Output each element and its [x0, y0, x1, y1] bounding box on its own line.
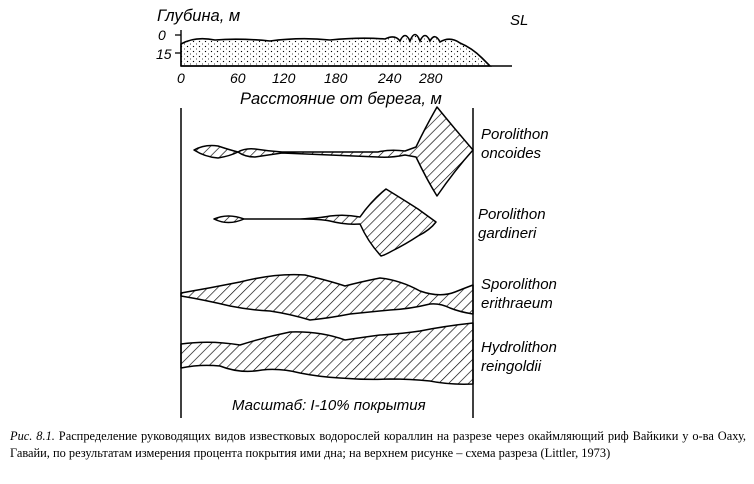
reef-cross-section [181, 35, 490, 67]
distance-tick-60: 60 [230, 70, 246, 86]
distribution-porolithon-gardineri [214, 189, 436, 256]
species-label-gardineri-line2: gardineri [478, 225, 537, 242]
distance-tick-240: 240 [378, 70, 402, 86]
species-label-oncoides-line1: Porolithon [481, 126, 549, 143]
depth-tick-0: 0 [158, 27, 166, 43]
scale-note: Масштаб: I-10% покрытия [232, 397, 426, 414]
distribution-sporolithon-erithraeum [181, 275, 473, 320]
distribution-panel [181, 107, 473, 418]
species-label-gardineri-line1: Porolithon [478, 206, 546, 223]
distance-tick-0: 0 [177, 70, 185, 86]
depth-tick-15: 15 [156, 46, 172, 62]
sea-level-label: SL [510, 12, 529, 29]
figure-caption [10, 428, 746, 461]
species-label-erithraeum-line2: erithraeum [481, 295, 553, 312]
species-labels [478, 126, 557, 375]
species-label-erithraeum-line1: Sporolithon [481, 276, 557, 293]
distance-tick-120: 120 [272, 70, 296, 86]
distance-tick-180: 180 [324, 70, 348, 86]
distance-tick-280: 280 [419, 70, 443, 86]
species-label-reingoldii-line2: reingoldii [481, 358, 542, 375]
species-label-oncoides-line2: oncoides [481, 145, 542, 162]
caption-label: Рис. 8.1. [10, 429, 55, 443]
species-label-reingoldii-line1: Hydrolithon [481, 339, 557, 356]
reef-profile [156, 7, 528, 108]
depth-axis-label: Глубина, м [157, 7, 241, 25]
distance-axis-label: Расстояние от берега, м [240, 90, 442, 108]
distribution-porolithon-oncoides [194, 107, 473, 196]
distribution-hydrolithon-reingoldii [181, 323, 473, 384]
caption-text: Распределение руководящих видов известковых водорослей кораллин на разрезе через окаймляющий риф Вайкики у о-ва Оаху, Гавайи, по результатам измерения процента покрытия ими дна; на верхнем рисунке – схема разреза (Littler, 1973) [10, 429, 746, 460]
